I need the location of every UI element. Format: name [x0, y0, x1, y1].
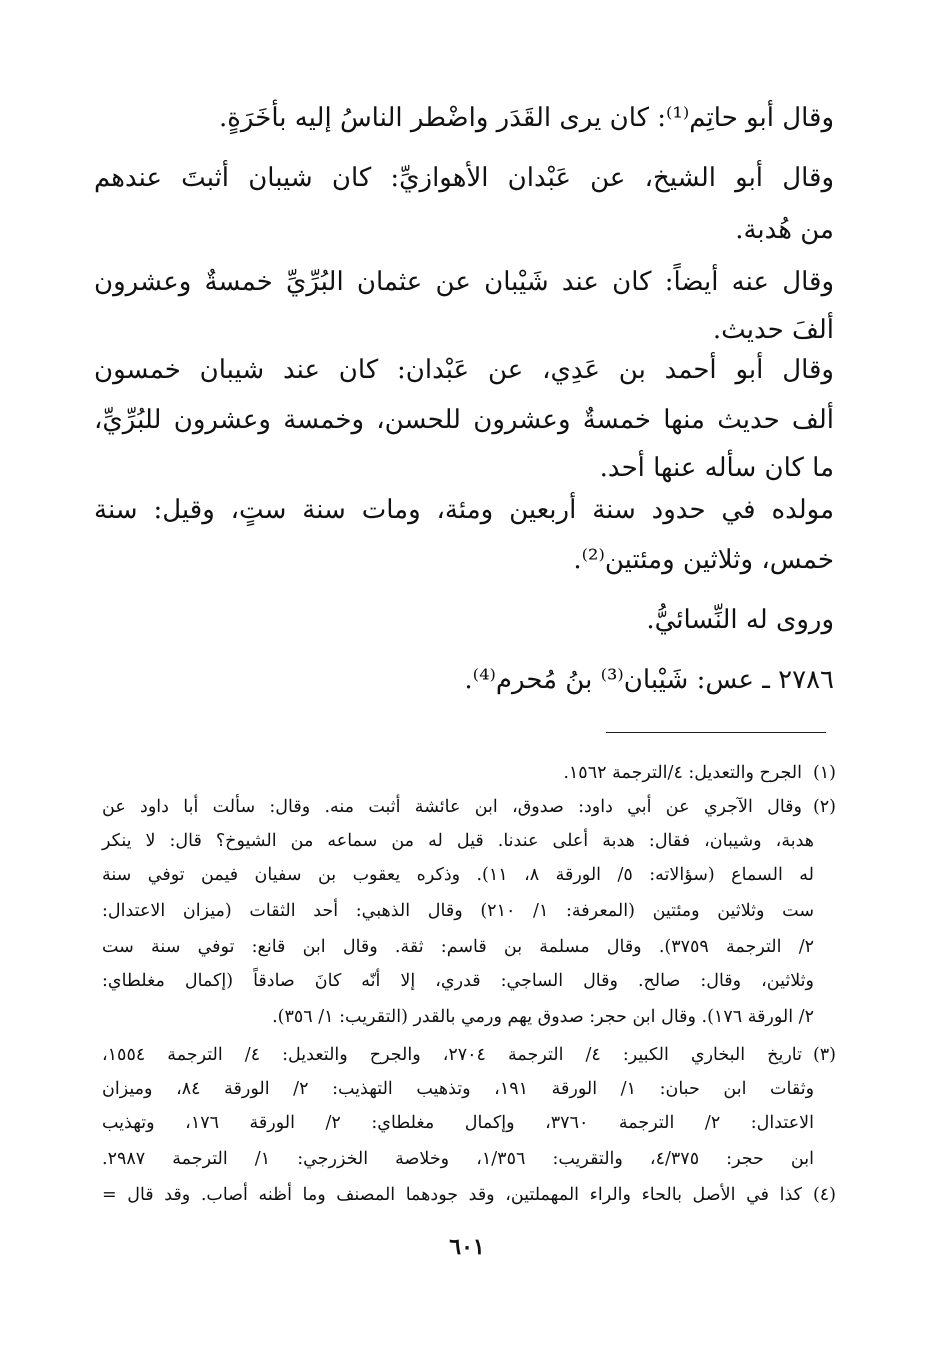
- footnote-line: كذا في الأصل بالحاء والراء المهملتين، وقد جودهما المصنف وما أظنه أصاب. وقد قال =: [102, 1185, 802, 1205]
- footnote-line: له السماع (سؤالاته: ٥/ الورقة ٨، ١١). وذكره يعقوب بن سفيان فيمن توفي سنة: [102, 865, 814, 885]
- text-line: خمس، وثلاثين ومئتين⁽²⁾.: [573, 545, 834, 575]
- text-line: وروى له النِّسائيُّ.: [646, 605, 834, 635]
- text-line: وقال أبو الشيخ، عن عَبْدان الأهوازيِّ: كان شيبان أثبتَ عندهم: [94, 163, 834, 193]
- text-line: مولده في حدود سنة أربعين ومئة، ومات سنة ستٍ، وقيل: سنة: [94, 495, 834, 525]
- footnote-line: هدبة، وشيبان، فقال: هدبة أعلى عندنا. قيل له من سماعه من الشيوخ؟ قال: لا ينكر: [102, 831, 814, 851]
- footnote-number: (٣): [812, 1045, 836, 1065]
- text-line: ألف حديث منها خمسةٌ وعشرون للحسن، وخمسة وعشرون للبُرِّيِّ،: [94, 405, 834, 435]
- footnote-line: ست وثلاثين ومئتين (المعرفة: ١/ ٢١٠) وقال الذهبي: أحد الثقات (ميزان الاعتدال:: [102, 901, 814, 921]
- footnote-line: وثقات ابن حبان: ١/ الورقة ١٩١، وتذهيب التهذيب: ٢/ الورقة ٨٤، وميزان: [102, 1079, 815, 1099]
- text-line: ما كان سأله عنها أحد.: [599, 453, 834, 483]
- text-line: وقال عنه أيضاً: كان عند شَيْبان عن عثمان البُرِّيِّ خمسةٌ وعشرون: [94, 267, 834, 297]
- footnote-line: تاريخ البخاري الكبير: ٤/ الترجمة ٢٧٠٤، والجرح والتعديل: ٤/ الترجمة ١٥٥٤،: [102, 1045, 802, 1065]
- footnote-line: وثلاثين، وقال: صالح. وقال الساجي: قدري، إلا أنّه كانَ صادقاً (إكمال مغلطاي:: [102, 971, 814, 991]
- footnote-line: الجرح والتعديل: ٤/الترجمة ١٥٦٢.: [563, 763, 802, 783]
- footnote-line: ابن حجر: ٤/٣٧٥، والتقريب: ١/٣٥٦، وخلاصة الخزرجي: ١/ الترجمة ٢٩٨٧.: [102, 1149, 814, 1169]
- footnote-divider: [606, 732, 826, 733]
- footnote-number: (١): [812, 763, 836, 783]
- text-line: وقال أبو أحمد بن عَدِي، عن عَبْدان: كان عند شيبان خمسون: [94, 355, 834, 385]
- footnote-number: (٤): [812, 1185, 836, 1205]
- text-line: ألفَ حديث.: [712, 315, 834, 345]
- text-line: من هُدبة.: [735, 215, 834, 245]
- footnote-line: الاعتدال: ٢/ الترجمة ٣٧٦٠، وإكمال مغلطاي: ٢/ الورقة ١٧٦، وتهذيب: [102, 1113, 814, 1133]
- text-line: وقال أبو حاتِم⁽¹⁾: كان يرى القَدَر واضْطر الناسُ إليه بأخَرَةٍ.: [219, 103, 834, 133]
- entry-heading: ٢٧٨٦ ـ عس: شَيْبان⁽³⁾ بنُ مُحرم⁽⁴⁾.: [464, 665, 834, 695]
- footnote-line: ٢/ الترجمة ٣٧٥٩). وقال مسلمة بن قاسم: ثقة. وقال ابن قانع: توفي سنة ست: [102, 937, 814, 957]
- footnote-line: ٢/ الورقة ١٧٦). وقال ابن حجر: صدوق يهم ورمي بالقدر (التقريب: ١/ ٣٥٦).: [272, 1007, 814, 1027]
- page-number: ٦٠١: [449, 1234, 485, 1260]
- footnote-number: (٢): [812, 797, 836, 817]
- footnote-line: وقال الآجري عن أبي داود: صدوق، ابن عائشة أثبت منه. وقال: سألت أبا داود عن: [102, 797, 802, 817]
